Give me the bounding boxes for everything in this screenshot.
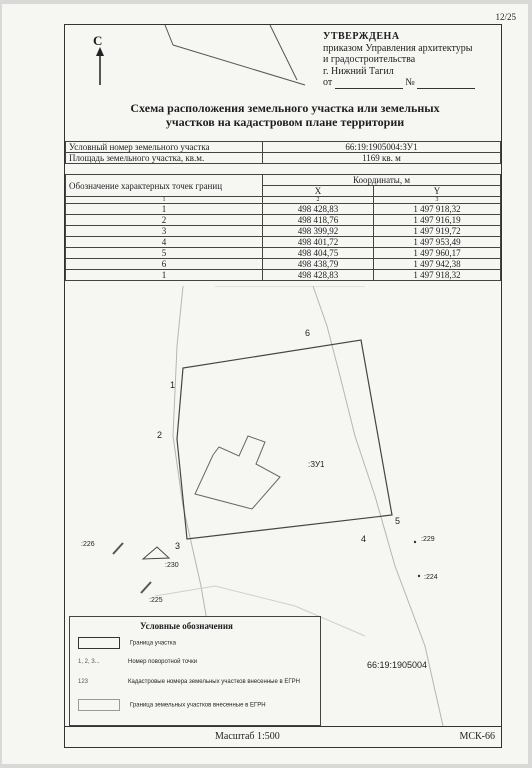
point-label-4: 4 [361,534,367,544]
coord-cell-point: 5 [66,248,263,259]
legend-title: Условные обозначения [140,621,233,631]
neighbor-triangle [143,547,169,559]
footer-bar [65,726,501,748]
scheme-title [95,101,475,129]
legend-item-cadastral-number [78,679,300,685]
point-label-3: 3 [175,541,181,551]
north-letter: С [93,33,103,48]
point-label-6: 6 [305,328,311,338]
legend-text: Граница земельных участков внесенные в ЕГРН [130,702,266,709]
legend-symbol-text: 1, 2, 3... [78,659,100,665]
neighbor-dot [414,541,416,543]
point-label-1: 1 [170,380,176,390]
parcel-info-table [65,141,501,164]
coord-cell-point: 1 [66,270,263,281]
legend-item-parcel-boundary [78,637,176,649]
block-number: 66:19:1905004 [367,660,428,670]
coordinates-table [65,174,501,281]
coord-cell-x: 498 438,79 [263,259,374,270]
neighbor-dot [418,575,420,577]
cond-number-label: Условный номер земельного участка [66,142,263,153]
table-row [66,142,501,153]
coord-cell-y: 1 497 953,49 [374,237,501,248]
table-row [66,259,501,270]
title-line1: Схема расположения земельного участка или земельных [130,101,440,115]
legend-box [69,616,321,726]
coord-cell-x: 498 428,83 [263,204,374,215]
coord-cell-point: 3 [66,226,263,237]
area-value: 1169 кв. м [263,153,501,164]
coord-cell-x: 498 401,72 [263,237,374,248]
table-row [66,204,501,215]
date-blank [335,80,403,89]
points-header: Обозначение характерных точек границ [66,175,263,197]
parcel-label: :ЗУ1 [308,460,325,469]
document-sheet [2,4,528,764]
table-header-row [66,175,501,186]
table-index-row [66,197,501,204]
approval-block [323,31,475,89]
coord-cell-x: 498 428,83 [263,270,374,281]
legend-item-registered-boundary [78,699,266,711]
cond-number-value: 66:19:1905004:ЗУ1 [263,142,501,153]
x-header: X [263,186,374,197]
area-label: Площадь земельного участка, кв.м. [66,153,263,164]
approval-line3: г. Нижний Тагил [323,65,394,77]
number-blank [417,80,475,89]
building-outline [195,436,280,509]
neighbor-label-225: :225 [149,597,163,604]
approval-line1: приказом Управления архитектуры [323,42,473,54]
cadastral-map [65,286,501,726]
coord-cell-y: 1 497 918,32 [374,204,501,215]
coord-cell-x: 498 404,75 [263,248,374,259]
legend-text: Граница участка [130,640,176,647]
neighbor-tick [141,582,151,593]
coordinates-body [66,204,501,281]
point-label-5: 5 [395,516,401,526]
coord-cell-point: 1 [66,204,263,215]
neighbor-label-226: :226 [81,541,95,548]
table-row [66,237,501,248]
coord-cell-point: 4 [66,237,263,248]
legend-text: Номер поворотной точки [128,659,198,665]
legend-text: Кадастровые номера земельных участков внесенные в ЕГРН [128,679,300,685]
index-cell: 3 [374,197,501,204]
crs-text: МСК-66 [459,731,495,742]
coords-header: Координаты, м [263,175,501,186]
title-line2: участков на кадастровом плане территории [165,115,405,129]
parcel-boundary [177,340,392,539]
coord-cell-point: 6 [66,259,263,270]
legend-symbol [78,699,120,711]
neighbor-tick [113,543,123,554]
approval-number-label: № [405,77,415,88]
coord-cell-y: 1 497 918,32 [374,270,501,281]
legend-item-point-number [78,659,197,665]
coord-cell-point: 2 [66,215,263,226]
arrow-up-icon [95,47,105,85]
coord-cell-y: 1 497 942,38 [374,259,501,270]
legend-symbol [78,637,120,649]
approval-title: УТВЕРЖДЕНА [323,31,400,42]
coord-cell-y: 1 497 919,72 [374,226,501,237]
table-row [66,248,501,259]
table-row [66,270,501,281]
point-label-2: 2 [157,430,163,440]
neighbor-label-230: :230 [165,562,179,569]
approval-from-label: от [323,77,333,88]
legend-symbol-text: 123 [78,679,89,685]
page-number: 12/25 [495,12,516,22]
scheme-frame [64,24,502,748]
table-row [66,153,501,164]
coord-cell-x: 498 399,92 [263,226,374,237]
neighbor-label-224: :224 [424,574,438,581]
coord-cell-x: 498 418,76 [263,215,374,226]
index-cell: 2 [263,197,374,204]
header-area [65,25,501,140]
north-arrow [93,33,107,83]
table-row [66,215,501,226]
index-cell: 1 [66,197,263,204]
scale-text: Масштаб 1:500 [215,731,280,742]
approval-line2: и градостроительства [323,54,416,65]
coord-cell-y: 1 497 960,17 [374,248,501,259]
neighbor-label-229: :229 [421,536,435,543]
table-row [66,226,501,237]
coord-cell-y: 1 497 916,19 [374,215,501,226]
approval-date-row [323,77,475,89]
y-header: Y [374,186,501,197]
